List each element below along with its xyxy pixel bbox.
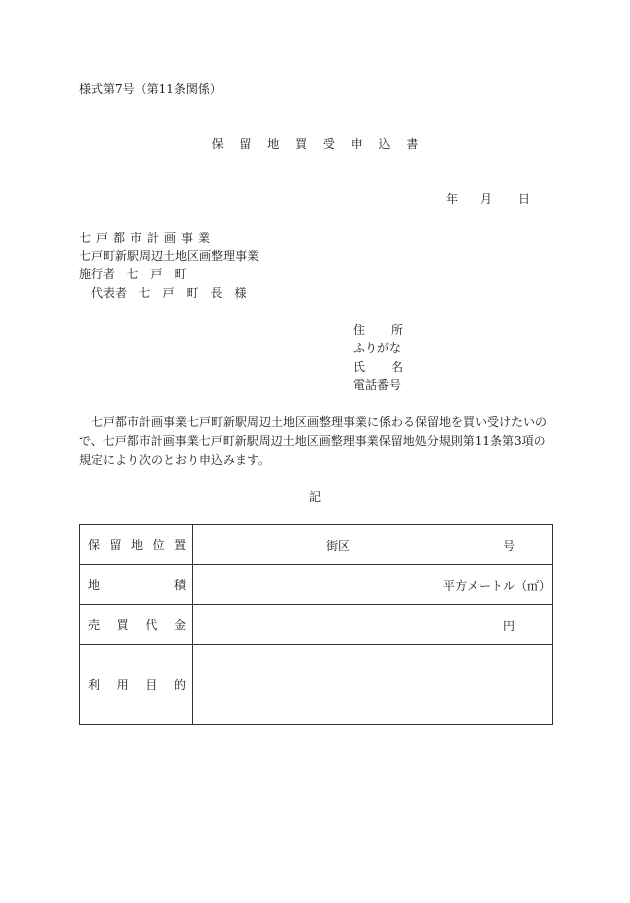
title-char: 買 (295, 137, 308, 151)
executor-name: 七戸町 (126, 267, 199, 281)
document-title (0, 137, 630, 151)
table-row (80, 565, 553, 605)
table-row (80, 605, 553, 645)
applicant-name-label: 氏名 (353, 360, 430, 374)
date-year: 年 (446, 192, 459, 206)
value-area[interactable] (193, 565, 553, 605)
applicant-address-label: 住所 (353, 323, 430, 337)
title-char: 書 (406, 137, 419, 151)
representative-name: 七戸町長 (138, 286, 235, 300)
number-text: 号 (503, 539, 516, 553)
ki-heading: 記 (308, 490, 321, 504)
area-unit: 平方メートル（㎡） (443, 579, 552, 593)
label-purpose: 利用目的 (80, 645, 193, 725)
honorific: 様 (234, 286, 247, 300)
executor-label: 施行者 (79, 267, 116, 281)
title-char: 受 (322, 137, 335, 151)
title-char: 保 (211, 137, 224, 151)
title-char: 込 (378, 137, 391, 151)
addressee-representative (91, 286, 247, 300)
price-unit: 円 (503, 619, 516, 633)
label-price: 売買代金 (80, 605, 193, 645)
title-char: 申 (350, 137, 363, 151)
date-month: 月 (480, 192, 493, 206)
addressee-executor (79, 267, 198, 281)
applicant-phone-label: 電話番号 (353, 378, 402, 392)
form-number: 様式第7号（第11条関係） (79, 82, 222, 96)
addressee-project: 七戸都市計画事業 (79, 231, 216, 245)
value-location[interactable] (193, 525, 553, 565)
label-area: 地積 (80, 565, 193, 605)
date-line (446, 192, 532, 206)
table-row (80, 645, 553, 725)
title-char: 地 (267, 137, 280, 151)
application-details-table (79, 524, 553, 725)
value-price[interactable] (193, 605, 553, 645)
table-row (80, 525, 553, 565)
title-char: 留 (239, 137, 252, 151)
applicant-furigana-label: ふりがな (353, 341, 402, 355)
application-body-text: 七戸都市計画事業七戸町新駅周辺土地区画整理事業に係わる保留地を買い受けたいので、七戸都市計画事業七戸町新駅周辺土地区画整理事業保留地処分規則第11条第3項の規定により次のとおり申込みます。 (79, 415, 548, 467)
addressee-program: 七戸町新駅周辺土地区画整理事業 (79, 249, 260, 263)
block-text: 街区 (326, 539, 351, 553)
representative-label: 代表者 (91, 286, 128, 300)
date-day: 日 (518, 192, 531, 206)
label-location: 保留地位置 (80, 525, 193, 565)
value-purpose[interactable] (193, 645, 553, 725)
